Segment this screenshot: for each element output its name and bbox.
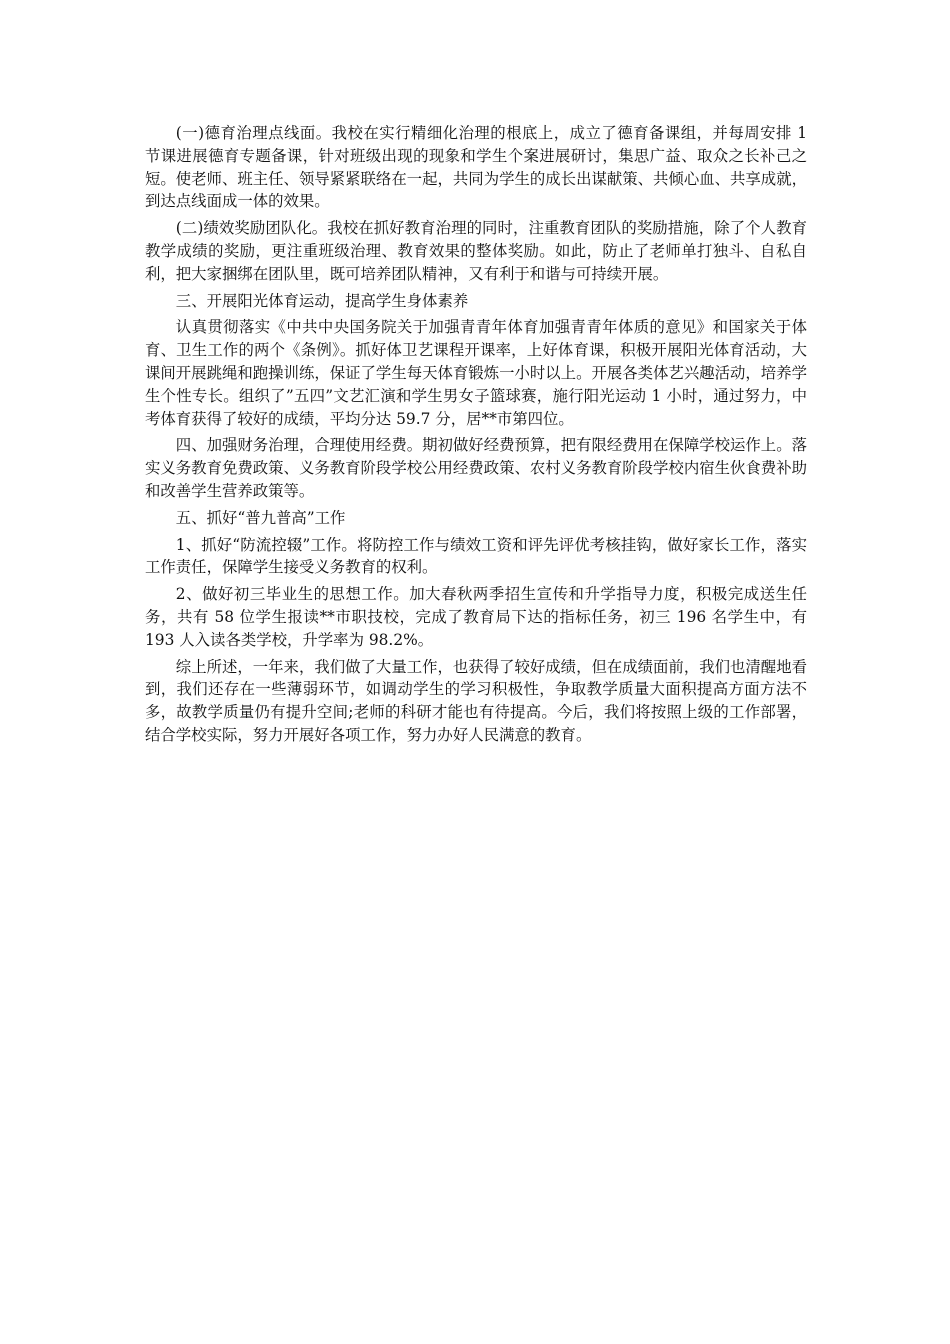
paragraph-summary: 综上所述，一年来，我们做了大量工作，也获得了较好成绩，但在成绩面前，我们也清醒地看到，我们还存在一些薄弱环节，如调动学生的学习积极性，争取教学质量大面积提高方面方法不多，故教学质量仍有提升空间;老师的科研才能也有待提高。今后，我们将按照上级的工作部署，结合学校实际，努力开展好各项工作，努力办好人民满意的教育。 bbox=[145, 657, 807, 744]
section-heading-sports: 三、开展阳光体育运动，提高学生身体素养 bbox=[175, 291, 469, 310]
paragraph-graduates: 2、做好初三毕业生的思想工作。加大春秋两季招生宣传和升学指导力度，积极完成送生任务，共有 58 位学生报读**市职技校，完成了教育局下达的指标任务，初三 196 名学生中，有 193 人入读各类学校，升学率为 98.2%。 bbox=[145, 585, 807, 649]
paragraph-finance: 四、加强财务治理，合理使用经费。期初做好经费预算，把有限经费用在保障学校运作上。落实义务教育免费政策、义务教育阶段学校公用经费政策、农村义务教育阶段学校内宿生伙食费补助和改善学生营养政策等。 bbox=[145, 436, 807, 500]
paragraph-performance-reward: (二)绩效奖励团队化。我校在抓好教育治理的同时，注重教育团队的奖励措施，除了个人教育教学成绩的奖励，更注重班级治理、教育效果的整体奖励。如此，防止了老师单打独斗、自私自利，把大家捆绑在团队里，既可培养团队精神，又有利于和谐与可持续开展。 bbox=[145, 219, 807, 283]
section-heading-enrollment: 五、抓好“普九普高”工作 bbox=[175, 508, 346, 527]
document-body bbox=[145, 122, 807, 751]
paragraph-moral-education: (一)德育治理点线面。我校在实行精细化治理的根底上，成立了德育备课组，并每周安排 1 节课进展德育专题备课，针对班级出现的现象和学生个案进展研讨，集思广益、取众之长补己之短。使老师、班主任、领导紧紧联络在一起，共同为学生的成长出谋献策、共倾心血、共享成就，到达点线面成一体的效果。 bbox=[145, 124, 807, 211]
paragraph-sports: 认真贯彻落实《中共中央国务院关于加强青青年体育加强青青年体质的意见》和国家关于体育、卫生工作的两个《条例》。抓好体卫艺课程开课率，上好体育课，积极开展阳光体育活动，大课间开展跳绳和跑操训练，保证了学生每天体育锻炼一小时以上。开展各类体艺兴趣活动，培养学生个性专长。组织了”五四”文艺汇演和学生男女子篮球赛，施行阳光运动 1 小时，通过努力，中考体育获得了较好的成绩，平均分达 59.7 分，居**市第四位。 bbox=[145, 318, 807, 428]
paragraph-dropout-control: 1、抓好“防流控辍”工作。将防控工作与绩效工资和评先评优考核挂钩，做好家长工作，落实工作责任，保障学生接受义务教育的权利。 bbox=[145, 535, 807, 577]
